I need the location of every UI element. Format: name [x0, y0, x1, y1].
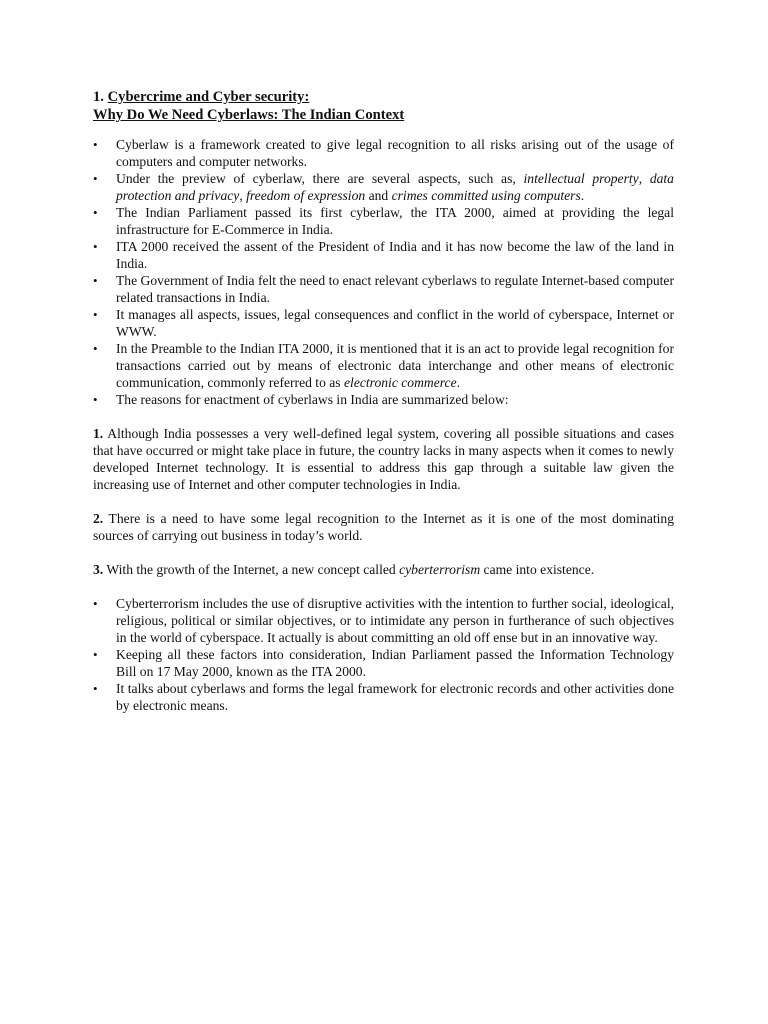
numbered-paragraph — [93, 510, 674, 544]
text-run: Under the preview of cyberlaw, there are several aspects, such as, — [116, 171, 524, 186]
italic-phrase: electronic commerce — [344, 375, 457, 390]
bullet-item — [93, 204, 674, 238]
text-run: With the growth of the Internet, a new concept called — [103, 562, 400, 577]
spacer — [93, 493, 674, 510]
bullet-item — [93, 272, 674, 306]
bullet-item — [93, 391, 674, 408]
text-run: Cyberterrorism includes the use of disruptive activities with the intention to further social, ideological, religious, political or similar objectives, or to intimidate any person in furtherance of such objectives in the world of cyberspace. It actually is about committing an old off ense but in an innovative way. — [116, 596, 674, 645]
text-run: Cyberlaw is a framework created to give legal recognition to all risks arising out of the usage of computers and computer networks. — [116, 137, 674, 169]
bullet-item — [93, 340, 674, 391]
bullet-item — [93, 646, 674, 680]
numbered-paragraph — [93, 425, 674, 493]
text-run: and — [365, 188, 392, 203]
section-title: Cybercrime and Cyber security: — [107, 89, 310, 105]
bullet-list-2 — [93, 595, 674, 714]
section-subtitle-text: Why Do We Need Cyberlaws: The Indian Context — [93, 107, 405, 123]
text-run: In the Preamble to the Indian ITA 2000, it is mentioned that it is an act to provide legal recognition for transactions carried out by means of electronic data interchange and other means of electronic communication, commonly referred to as — [116, 341, 674, 390]
text-run: It talks about cyberlaws and forms the legal framework for electronic records and other activities done by electronic means. — [116, 681, 674, 713]
document-content — [93, 88, 674, 714]
bullet-item — [93, 170, 674, 204]
section-heading — [93, 88, 674, 106]
text-run: came into existence. — [480, 562, 595, 577]
text-run: ITA 2000 received the assent of the President of India and it has now become the law of the land in India. — [116, 239, 674, 271]
text-run: The Government of India felt the need to enact relevant cyberlaws to regulate Internet-based computer related transactions in India. — [116, 273, 674, 305]
numbered-paragraph — [93, 561, 674, 578]
text-run: Although India possesses a very well-defined legal system, covering all possible situations and cases that have occurred or might take place in future, the country lacks in many aspects when it comes to newly developed Internet technology. It is essential to address this gap through a suitable law given the increasing use of Internet and other computer technologies in India. — [93, 426, 674, 492]
bullet-item — [93, 238, 674, 272]
italic-phrase: crimes committed using computers — [391, 188, 581, 203]
spacer — [93, 544, 674, 561]
text-run: There is a need to have some legal recognition to the Internet as it is one of the most dominating sources of carrying out business in today’s world. — [93, 511, 674, 543]
paragraph-number: 2. — [93, 511, 104, 526]
text-run: The Indian Parliament passed its first cyberlaw, the ITA 2000, aimed at providing the legal infrastructure for E-Commerce in India. — [116, 205, 674, 237]
text-run: . — [580, 188, 585, 203]
italic-phrase: intellectual property — [523, 171, 639, 186]
paragraph-number: 3. — [93, 562, 104, 577]
bullet-item — [93, 306, 674, 340]
text-run: . — [456, 375, 461, 390]
bullet-list-1 — [93, 136, 674, 408]
bullet-item — [93, 680, 674, 714]
italic-phrase: freedom of expression — [246, 188, 366, 203]
section-subtitle — [93, 106, 674, 124]
spacer — [93, 408, 674, 425]
text-run: , — [638, 171, 650, 186]
spacer — [93, 578, 674, 595]
heading-block — [93, 88, 674, 124]
paragraph-number: 1. — [93, 426, 104, 441]
text-run: It manages all aspects, issues, legal consequences and conflict in the world of cyberspace, Internet or WWW. — [116, 307, 674, 339]
bullet-item — [93, 595, 674, 646]
text-run: The reasons for enactment of cyberlaws in India are summarized below: — [116, 392, 509, 407]
text-run: Keeping all these factors into consideration, Indian Parliament passed the Information Technology Bill on 17 May 2000, known as the ITA 2000. — [116, 647, 674, 679]
numbered-reasons — [93, 425, 674, 595]
section-number: 1. — [93, 89, 104, 105]
italic-phrase: data protection and privacy — [116, 171, 674, 203]
text-run: , — [239, 188, 247, 203]
italic-phrase: cyberterrorism — [399, 562, 481, 577]
bullet-item — [93, 136, 674, 170]
